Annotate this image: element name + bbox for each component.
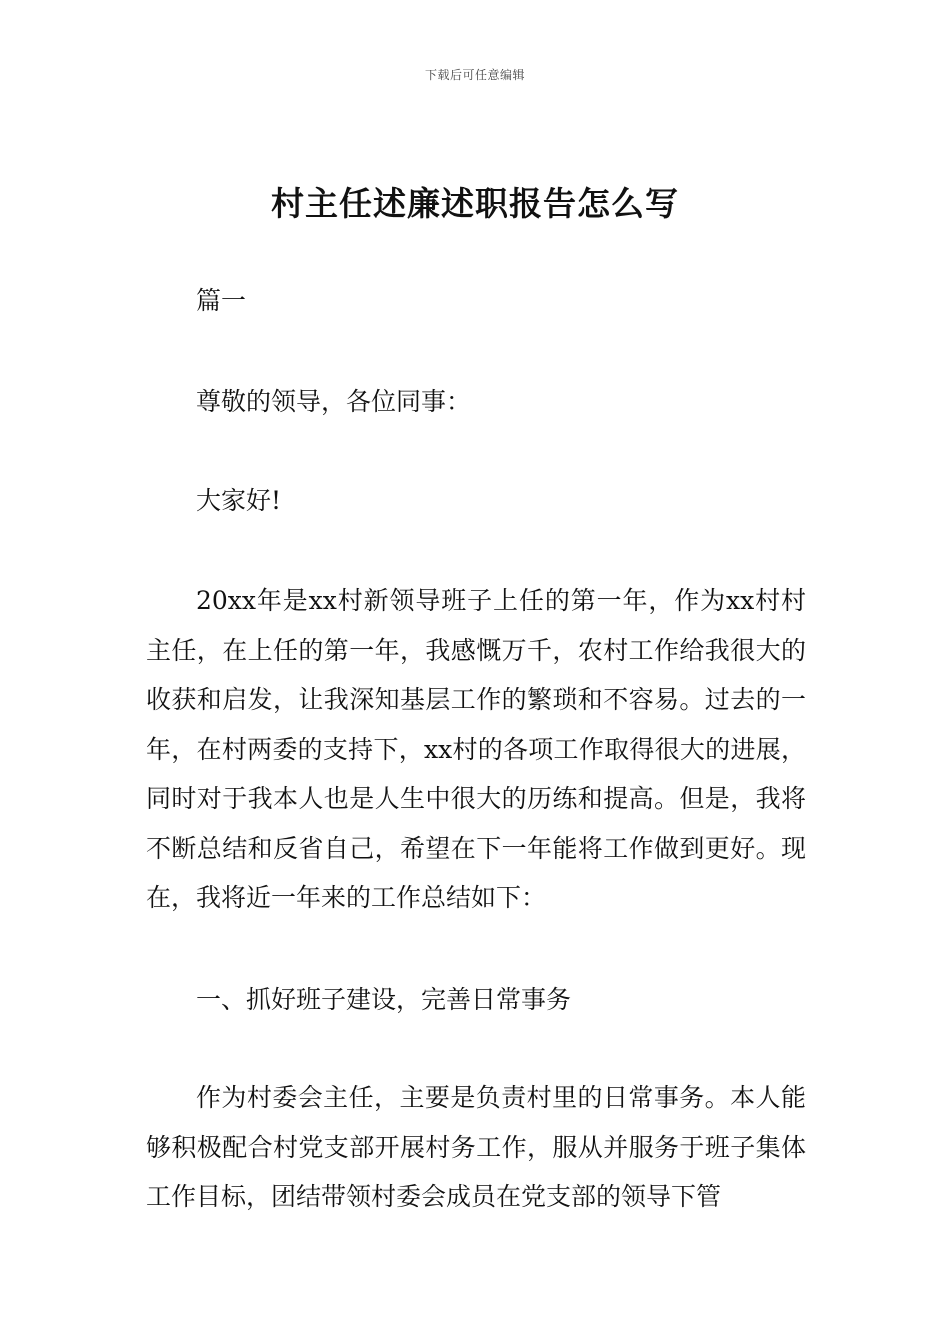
section-heading-1: 一、抓好班子建设，完善日常事务 (196, 985, 572, 1014)
salutation: 尊敬的领导，各位同事： (196, 387, 472, 416)
document-title: 村主任述廉述职报告怎么写 (271, 184, 679, 223)
body-paragraph-2: 作为村委会主任，主要是负责村里的日常事务。本人能够积极配合村党支部开展村务工作，服从并服务于班子集体工作目标，团结带领村委会成员在党支部的领导下管 (146, 1083, 806, 1211)
header-note: 下载后可任意编辑 (424, 68, 525, 82)
section-label: 篇一 (196, 286, 247, 315)
body-paragraph-1: 20xx年是xx村新领导班子上任的第一年，作为xx村村主任，在上任的第一年，我感慨万千，农村工作给我很大的收获和启发，让我深知基层工作的繁琐和不容易。过去的一年，在村两委的支持下，xx村的各项工作取得很大的进展，同时对于我本人也是人生中很大的历练和提高。但是，我将不断总结和反省自己，希望在下一年能将工作做到更好。现在，我将近一年来的工作总结如下： (146, 586, 806, 912)
greeting: 大家好! (196, 486, 282, 515)
